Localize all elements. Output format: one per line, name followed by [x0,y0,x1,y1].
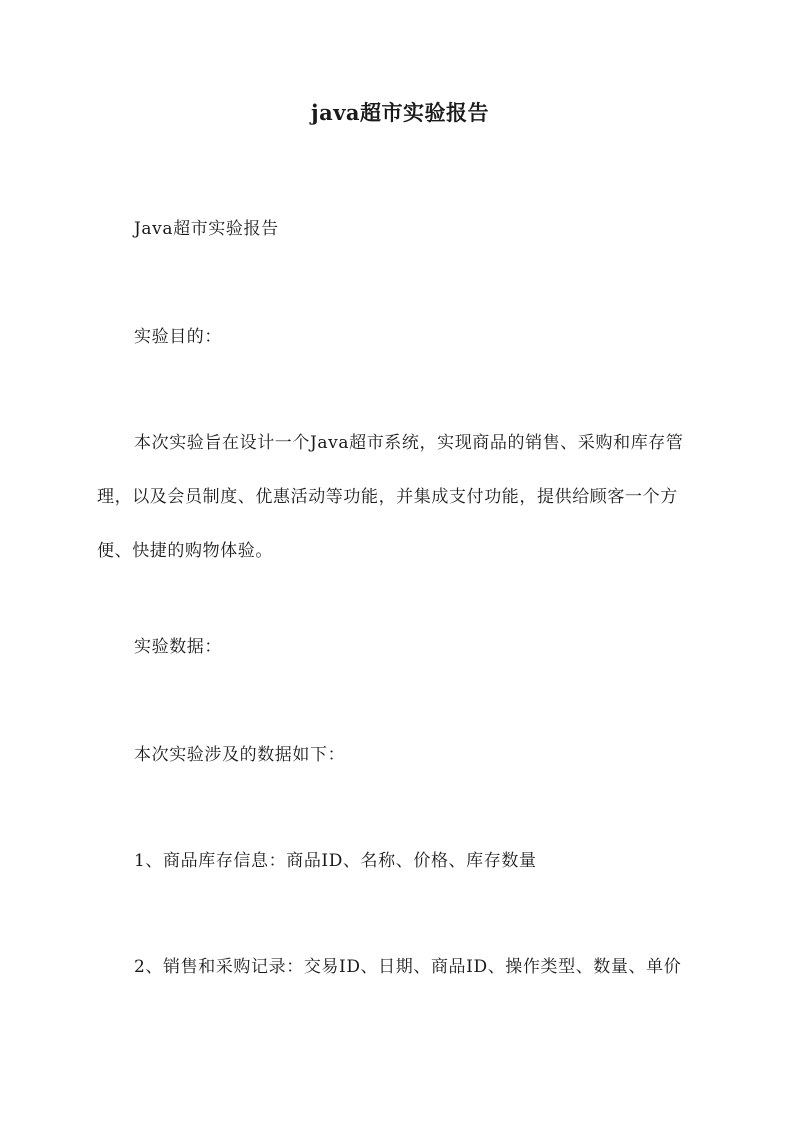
paragraph-data-heading: 实验数据： [134,637,222,657]
paragraph-purpose-body: 本次实验旨在设计一个Java超市系统，实现商品的销售、采购和库存管理，以及会员制度、优惠活动等功能，并集成支付功能，提供给顾客一个方便、快捷的购物体验。 [97,433,684,561]
paragraph-data-item-2: 2、销售和采购记录：交易ID、日期、商品ID、操作类型、数量、单价 [134,957,682,977]
paragraph-data-intro: 本次实验涉及的数据如下： [134,745,346,765]
paragraph-subtitle: Java超市实验报告 [134,219,279,239]
paragraph-data-item-1: 1、商品库存信息：商品ID、名称、价格、库存数量 [134,851,537,871]
document-title: java超市实验报告 [310,100,489,125]
paragraph-purpose-heading: 实验目的： [134,327,222,347]
